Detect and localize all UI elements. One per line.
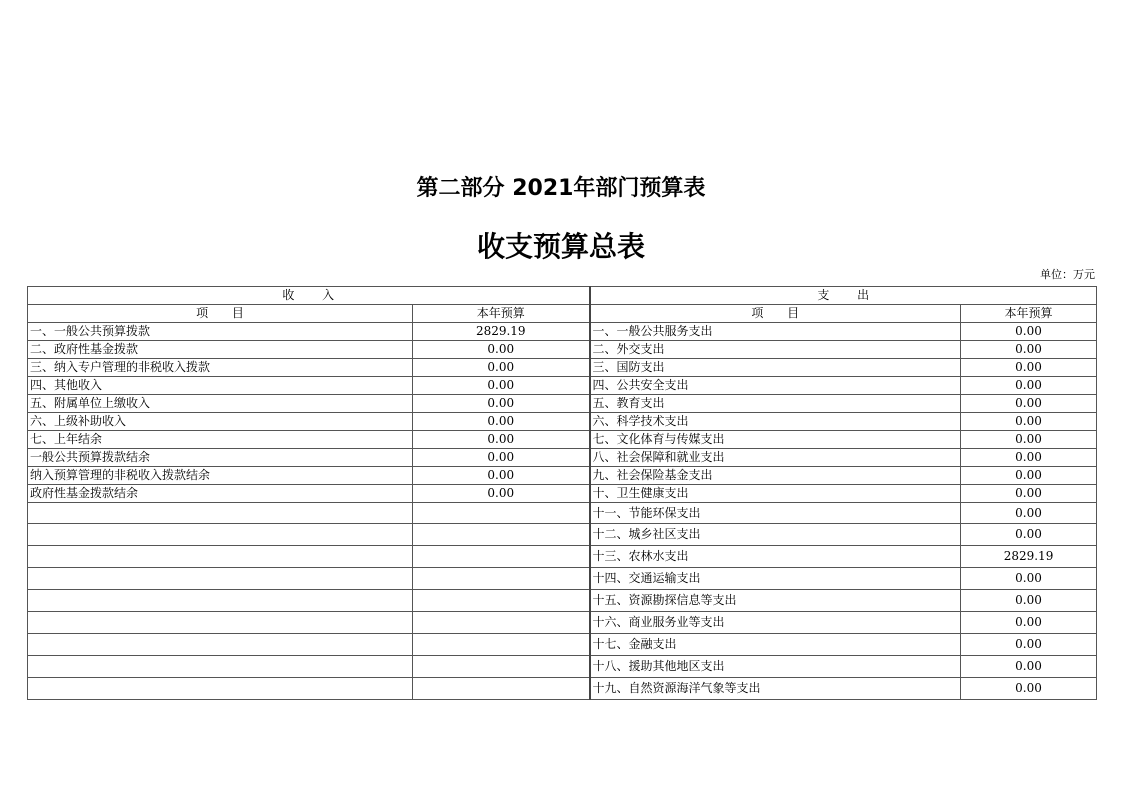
income-item-cell [28,503,413,524]
income-item-cell: 五、附属单位上缴收入 [28,395,413,413]
income-item-cell [28,524,413,546]
expense-value-cell: 0.00 [961,449,1097,467]
income-item-cell: 六、上级补助收入 [28,413,413,431]
expense-value-cell: 0.00 [961,341,1097,359]
expense-item-cell: 十六、商业服务业等支出 [590,612,961,634]
income-value-cell [413,590,590,612]
expense-item-cell: 十五、资源勘探信息等支出 [590,590,961,612]
expense-value-cell: 0.00 [961,359,1097,377]
expense-value-cell: 0.00 [961,467,1097,485]
income-item-cell [28,590,413,612]
expense-item-cell: 十九、自然资源海洋气象等支出 [590,678,961,700]
table-row [28,467,1097,485]
income-item-cell [28,656,413,678]
expense-section-header: 支 出 [590,287,1097,305]
income-value-cell: 0.00 [413,395,590,413]
income-item-cell [28,568,413,590]
expense-item-cell: 九、社会保险基金支出 [590,467,961,485]
income-value-cell [413,678,590,700]
expense-value-cell: 0.00 [961,395,1097,413]
expense-item-cell: 一、一般公共服务支出 [590,323,961,341]
expense-item-cell: 十二、城乡社区支出 [590,524,961,546]
expense-item-cell: 四、公共安全支出 [590,377,961,395]
page-title: 收支预算总表 [476,230,645,263]
table-row [28,503,1097,524]
income-value-cell [413,546,590,568]
expense-item-cell: 二、外交支出 [590,341,961,359]
table-row [28,485,1097,503]
expense-value-cell: 0.00 [961,678,1097,700]
expense-item-cell: 十八、援助其他地区支出 [590,656,961,678]
income-item-cell [28,612,413,634]
expense-value-cell: 0.00 [961,612,1097,634]
expense-item-cell: 三、国防支出 [590,359,961,377]
expense-value-cell: 0.00 [961,485,1097,503]
table-row [28,413,1097,431]
income-value-cell: 0.00 [413,341,590,359]
income-item-cell [28,546,413,568]
expense-item-header: 项 目 [590,305,961,323]
expense-value-cell: 0.00 [961,431,1097,449]
expense-value-cell: 0.00 [961,413,1097,431]
income-item-cell: 七、上年结余 [28,431,413,449]
income-item-cell: 三、纳入专户管理的非税收入拨款 [28,359,413,377]
expense-item-cell: 十四、交通运输支出 [590,568,961,590]
table-body [28,287,1097,700]
expense-item-cell: 五、教育支出 [590,395,961,413]
expense-value-cell: 2829.19 [961,546,1097,568]
table-row [28,612,1097,634]
income-value-cell [413,634,590,656]
income-value-cell: 0.00 [413,413,590,431]
section-header-row [28,287,1097,305]
expense-value-cell: 0.00 [961,656,1097,678]
income-value-cell: 0.00 [413,467,590,485]
income-item-cell: 一、一般公共预算拨款 [28,323,413,341]
expense-value-cell: 0.00 [961,377,1097,395]
income-budget-header: 本年预算 [413,305,590,323]
income-value-cell: 0.00 [413,377,590,395]
income-item-cell: 政府性基金拨款结余 [28,485,413,503]
income-value-cell: 2829.19 [413,323,590,341]
income-value-cell: 0.00 [413,359,590,377]
expense-item-cell: 七、文化体育与传媒支出 [590,431,961,449]
income-item-cell: 二、政府性基金拨款 [28,341,413,359]
income-item-cell: 四、其他收入 [28,377,413,395]
expense-item-cell: 十七、金融支出 [590,634,961,656]
expense-value-cell: 0.00 [961,568,1097,590]
table-row [28,546,1097,568]
part-title: 第二部分 2021年部门预算表 [416,176,706,201]
expense-item-cell: 八、社会保障和就业支出 [590,449,961,467]
table-row [28,341,1097,359]
table-row [28,568,1097,590]
income-item-cell: 纳入预算管理的非税收入拨款结余 [28,467,413,485]
expense-item-cell: 六、科学技术支出 [590,413,961,431]
income-value-cell [413,656,590,678]
table-row [28,449,1097,467]
table-row [28,359,1097,377]
income-value-cell: 0.00 [413,431,590,449]
table-row [28,395,1097,413]
income-value-cell [413,612,590,634]
table-row [28,656,1097,678]
table-row [28,377,1097,395]
income-item-header: 项 目 [28,305,413,323]
table-row [28,431,1097,449]
expense-item-cell: 十三、农林水支出 [590,546,961,568]
expense-budget-header: 本年预算 [961,305,1097,323]
income-item-cell: 一般公共预算拨款结余 [28,449,413,467]
expense-value-cell: 0.00 [961,590,1097,612]
income-section-header: 收 入 [28,287,590,305]
income-item-cell [28,678,413,700]
income-value-cell [413,503,590,524]
expense-item-cell: 十一、节能环保支出 [590,503,961,524]
income-item-cell [28,634,413,656]
table-row [28,323,1097,341]
table-row [28,678,1097,700]
expense-value-cell: 0.00 [961,503,1097,524]
column-header-row [28,305,1097,323]
expense-value-cell: 0.00 [961,634,1097,656]
table-row [28,590,1097,612]
income-value-cell: 0.00 [413,449,590,467]
expense-item-cell: 十、卫生健康支出 [590,485,961,503]
income-value-cell [413,524,590,546]
income-value-cell [413,568,590,590]
expense-value-cell: 0.00 [961,524,1097,546]
expense-value-cell: 0.00 [961,323,1097,341]
table-row [28,524,1097,546]
unit-label: 单位：万元 [1040,268,1095,281]
income-value-cell: 0.00 [413,485,590,503]
table-row [28,634,1097,656]
budget-summary-table [27,286,1097,700]
